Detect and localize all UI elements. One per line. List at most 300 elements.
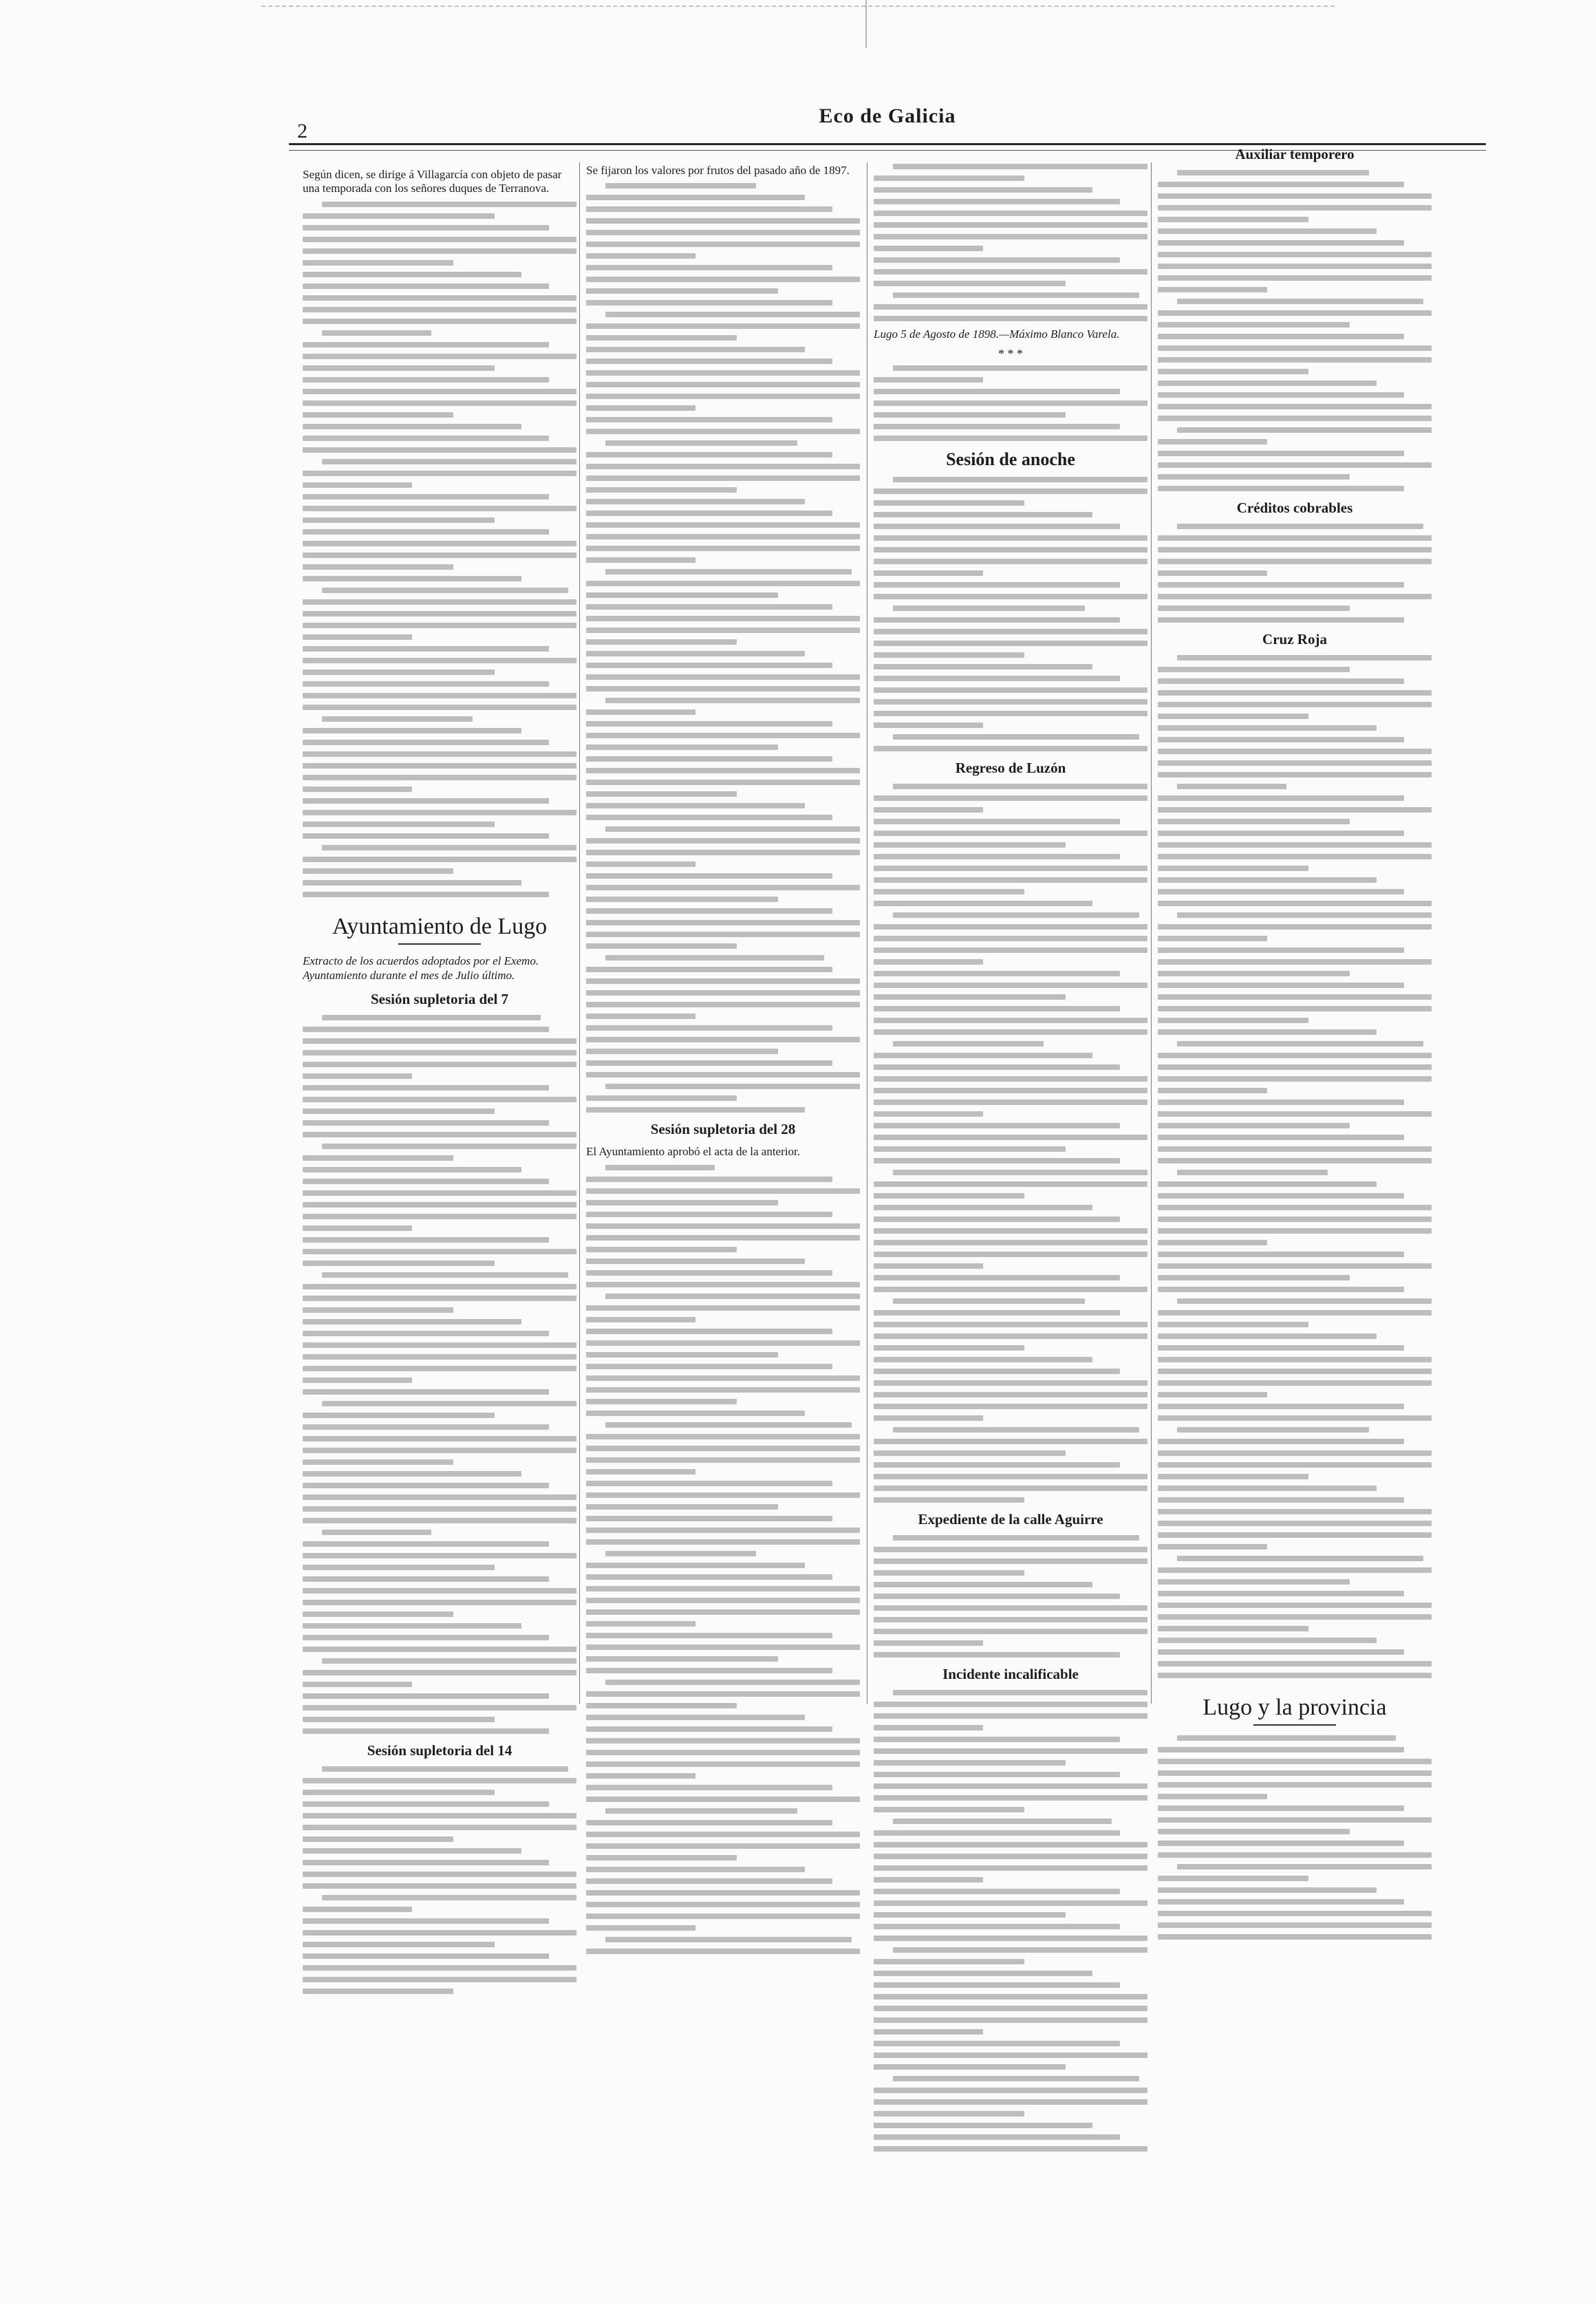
text-line — [874, 175, 1024, 181]
text-line — [303, 1120, 549, 1126]
text-line — [874, 424, 1120, 429]
text-line — [586, 616, 860, 621]
text-line — [303, 1366, 576, 1371]
text-line — [874, 830, 1147, 836]
text-line — [303, 1190, 576, 1196]
text-line — [1158, 1602, 1432, 1608]
heading-auxiliar-temporero: Auxiliar temporero — [1235, 146, 1355, 162]
text-line — [586, 1621, 695, 1627]
text-line — [586, 803, 805, 808]
text-line — [874, 1216, 1120, 1222]
heading-session-28: Sesión supletoria del 28 — [650, 1121, 796, 1138]
text-line — [874, 547, 1147, 553]
text-line — [586, 1715, 805, 1720]
text-line — [874, 1006, 1120, 1011]
text-line — [586, 1399, 737, 1404]
text-line — [874, 1345, 1024, 1351]
text-line — [586, 1481, 832, 1486]
text-line — [1158, 486, 1404, 491]
text-line — [303, 1038, 576, 1044]
text-line — [586, 546, 860, 551]
text-line — [874, 594, 1147, 599]
text-line — [874, 1380, 1147, 1386]
text-line — [874, 2111, 1024, 2116]
text-line — [1158, 1322, 1308, 1327]
text-line — [874, 2029, 983, 2035]
text-line — [303, 763, 576, 769]
text-line — [303, 494, 549, 500]
extract-note: Extracto de los acuerdos adoptados por el Exemo. Ayuntamiento durante el mes de Julio último. — [303, 954, 539, 982]
text-line — [1158, 760, 1432, 766]
text-line — [303, 1108, 495, 1114]
text-line — [874, 795, 1147, 801]
text-line — [303, 1813, 576, 1819]
text-line — [586, 1563, 805, 1568]
text-line — [303, 1778, 576, 1783]
newspaper-title: Eco de Galicia — [819, 105, 956, 127]
text-line — [874, 1333, 1147, 1339]
text-line — [1177, 170, 1369, 175]
text-line — [586, 475, 860, 481]
text-block — [1158, 655, 1432, 1678]
text-line — [893, 1535, 1139, 1541]
text-line — [586, 897, 778, 902]
text-line — [586, 1317, 695, 1322]
text-line — [303, 1307, 453, 1313]
text-line — [874, 1783, 1147, 1789]
text-line — [893, 1298, 1085, 1304]
text-line — [874, 1558, 1147, 1564]
text-line — [893, 1427, 1139, 1433]
text-block — [874, 1690, 1147, 2152]
text-line — [874, 1228, 1147, 1234]
text-line — [874, 2134, 1120, 2140]
text-block — [586, 183, 860, 1113]
text-block — [874, 784, 1147, 1503]
text-line — [303, 1611, 453, 1617]
text-line — [303, 319, 576, 324]
heading-creditos-cobrables: Créditos cobrables — [1236, 500, 1353, 516]
text-line — [303, 1705, 576, 1711]
text-line — [1158, 1287, 1404, 1292]
text-line — [586, 1469, 695, 1475]
text-line — [874, 489, 1147, 494]
text-line — [1158, 369, 1308, 374]
text-line — [1158, 1626, 1308, 1631]
text-line — [303, 482, 412, 488]
text-line — [303, 1073, 412, 1079]
text-line — [1177, 912, 1432, 918]
text-line — [303, 248, 576, 254]
text-line — [322, 1015, 541, 1020]
text-line — [874, 524, 1120, 529]
text-line — [874, 676, 1120, 681]
text-line — [303, 1918, 549, 1924]
text-line — [586, 920, 860, 925]
text-line — [1158, 416, 1432, 421]
text-line — [874, 1064, 1120, 1070]
text-line — [303, 260, 453, 266]
text-line — [1158, 1567, 1432, 1573]
text-line — [303, 740, 549, 745]
text-line — [893, 477, 1147, 482]
text-line — [586, 557, 695, 563]
text-line — [1158, 1805, 1404, 1811]
text-line — [874, 1971, 1092, 1976]
text-line — [1158, 1759, 1432, 1764]
text-line — [303, 365, 495, 371]
text-line — [1158, 842, 1432, 848]
text-line — [586, 230, 860, 235]
text-line — [874, 1772, 1120, 1777]
text-line — [874, 722, 983, 728]
text-line — [322, 1272, 568, 1278]
text-block — [303, 202, 576, 897]
text-line — [1158, 1638, 1377, 1643]
text-line — [1158, 1240, 1267, 1245]
text-line — [303, 506, 576, 511]
text-line — [303, 295, 576, 301]
text-line — [1158, 1404, 1404, 1409]
text-line — [586, 1352, 778, 1358]
text-line — [586, 323, 860, 329]
text-line — [303, 880, 521, 886]
heading-ayuntamiento-lugo: Ayuntamiento de Lugo — [332, 913, 548, 939]
text-line — [1158, 594, 1432, 599]
text-line — [303, 1097, 576, 1102]
text-line — [586, 1703, 737, 1708]
text-line — [874, 436, 1147, 441]
text-line — [303, 1319, 521, 1325]
text-line — [874, 971, 1120, 976]
text-line — [586, 300, 832, 305]
text-line — [303, 213, 495, 219]
text-line — [874, 1594, 1120, 1599]
text-line — [874, 2064, 1066, 2070]
text-line — [1158, 994, 1432, 1000]
text-line — [303, 1790, 495, 1795]
text-line — [586, 1832, 860, 1837]
text-line — [303, 377, 549, 383]
text-line — [605, 440, 797, 446]
text-line — [1158, 182, 1404, 187]
text-line — [303, 1027, 549, 1032]
text-line — [893, 784, 1147, 789]
text-line — [874, 316, 1147, 321]
text-line — [874, 877, 1147, 883]
text-line — [874, 1640, 983, 1646]
text-line — [303, 1261, 495, 1266]
text-line — [874, 582, 1120, 588]
text-block — [303, 1015, 576, 1734]
text-line — [1158, 310, 1432, 316]
text-line — [1158, 1497, 1404, 1503]
text-line — [303, 623, 576, 628]
text-line — [303, 225, 549, 231]
text-line — [586, 487, 737, 493]
text-line — [303, 529, 549, 535]
text-line — [874, 1582, 1092, 1587]
text-line — [874, 1713, 1147, 1719]
text-line — [586, 1446, 860, 1451]
text-line — [303, 541, 576, 546]
text-line — [1158, 439, 1267, 444]
text-line — [874, 1205, 1092, 1210]
text-line — [1158, 1486, 1377, 1491]
text-line — [586, 628, 860, 633]
heading-session-14: Sesión supletoria del 14 — [367, 1741, 513, 1759]
text-line — [874, 2006, 1147, 2011]
text-line — [874, 500, 1024, 506]
text-line — [586, 1691, 860, 1697]
text-line — [1158, 1146, 1432, 1152]
text-line — [303, 1670, 576, 1675]
text-line — [586, 358, 832, 364]
text-line — [874, 1404, 1147, 1409]
text-line — [874, 1629, 1147, 1634]
text-line — [303, 1225, 412, 1231]
text-line — [893, 605, 1085, 611]
text-line — [303, 1518, 576, 1523]
text-line — [1158, 1649, 1404, 1655]
text-line — [874, 211, 1147, 216]
text-line — [586, 791, 737, 797]
text-line — [1158, 1439, 1404, 1444]
session-opening: El Ayuntamiento aprobó el acta de la anterior. — [586, 1145, 800, 1159]
text-line — [586, 1025, 832, 1031]
text-line — [874, 1252, 1147, 1257]
text-line — [874, 187, 1092, 193]
text-line — [1158, 1345, 1404, 1351]
text-line — [605, 826, 860, 832]
text-line — [1158, 1934, 1432, 1940]
text-line — [1158, 702, 1432, 707]
text-line — [322, 1401, 576, 1406]
text-line — [874, 1123, 1120, 1128]
text-line — [303, 1471, 521, 1477]
text-line — [322, 1658, 576, 1664]
text-line — [874, 2099, 1147, 2105]
text-line — [874, 1181, 1147, 1187]
text-line — [303, 1342, 576, 1348]
text-line — [586, 1843, 860, 1849]
text-line — [303, 1728, 549, 1734]
text-line — [586, 1223, 860, 1229]
text-line — [303, 857, 576, 862]
text-line — [586, 1037, 860, 1042]
column-4 — [1158, 138, 1432, 1720]
text-line — [586, 1516, 832, 1521]
text-line — [1177, 1864, 1432, 1869]
text-line — [303, 1907, 412, 1912]
text-line — [1158, 451, 1404, 456]
text-line — [586, 1761, 860, 1767]
text-line — [874, 854, 1120, 859]
text-line — [586, 721, 832, 727]
text-line — [322, 1530, 431, 1535]
text-line — [586, 499, 805, 504]
text-line — [1158, 380, 1377, 386]
text-line — [303, 1600, 576, 1605]
text-line — [874, 1877, 983, 1883]
text-line — [586, 1890, 860, 1896]
text-line — [1158, 830, 1404, 836]
text-line — [586, 1200, 778, 1205]
text-line — [303, 272, 521, 277]
text-line — [874, 1760, 1066, 1766]
text-block — [874, 477, 1147, 751]
text-line — [303, 658, 576, 663]
text-line — [1158, 1911, 1432, 1916]
text-line — [605, 1551, 756, 1556]
text-line — [874, 234, 1147, 239]
text-line — [605, 1680, 860, 1685]
text-line — [1158, 1018, 1308, 1023]
text-line — [874, 400, 1147, 406]
text-line — [874, 1275, 1120, 1280]
text-line — [874, 1737, 1120, 1742]
text-line — [874, 819, 1120, 824]
text-line — [322, 330, 431, 336]
text-line — [874, 535, 1147, 541]
text-line — [1158, 1076, 1432, 1082]
text-line — [1158, 924, 1432, 930]
heading-incidente: Incidente incalificable — [942, 1666, 1079, 1683]
text-line — [586, 592, 778, 598]
text-line — [303, 1825, 576, 1830]
text-line — [1158, 1829, 1350, 1834]
text-line — [874, 257, 1120, 263]
text-line — [303, 1977, 576, 1982]
text-line — [586, 1329, 832, 1334]
text-block — [1158, 170, 1432, 491]
text-line — [874, 1497, 1024, 1503]
text-line — [1158, 1193, 1404, 1199]
text-line — [1158, 678, 1404, 684]
text-line — [1158, 1899, 1404, 1905]
text-line — [586, 265, 832, 270]
text-line — [1158, 866, 1308, 871]
text-line — [303, 1506, 576, 1512]
text-line — [874, 1900, 1147, 1906]
text-line — [1158, 1876, 1308, 1881]
text-line — [1158, 1111, 1432, 1117]
text-line — [874, 1807, 1024, 1812]
text-line — [586, 1411, 805, 1416]
text-line — [874, 1748, 1147, 1754]
text-line — [1158, 217, 1308, 222]
text-line — [586, 511, 832, 516]
text-line — [322, 459, 576, 464]
text-line — [303, 1389, 549, 1395]
text-line — [303, 342, 549, 347]
text-line — [874, 842, 1066, 848]
text-line — [303, 1872, 576, 1877]
text-line — [605, 1165, 715, 1170]
text-line — [586, 978, 860, 984]
text-line — [303, 1167, 521, 1172]
text-line — [322, 202, 576, 207]
scan-edge-mark — [261, 6, 1335, 8]
text-line — [586, 1925, 695, 1931]
text-block — [1158, 1735, 1432, 1940]
text-line — [1158, 1747, 1404, 1752]
text-line — [874, 199, 1120, 204]
text-block — [874, 365, 1147, 441]
text-line — [1177, 524, 1423, 529]
text-line — [586, 1492, 860, 1498]
text-line — [322, 845, 576, 850]
text-line — [586, 815, 832, 820]
text-line — [1158, 1614, 1432, 1620]
text-line — [893, 1041, 1044, 1047]
text-line — [1158, 667, 1350, 672]
text-line — [1158, 772, 1432, 778]
text-line — [1158, 1228, 1432, 1234]
text-line — [1158, 462, 1432, 468]
text-line — [586, 1913, 860, 1919]
text-line — [1158, 1841, 1404, 1846]
text-line — [1158, 1794, 1267, 1799]
text-line — [1158, 1310, 1432, 1316]
text-line — [1158, 807, 1432, 813]
text-line — [1158, 795, 1404, 801]
text-line — [1158, 582, 1404, 588]
text-line — [1158, 404, 1432, 409]
text-line — [874, 617, 1120, 623]
text-line — [586, 1668, 832, 1673]
text-line — [1158, 737, 1404, 742]
text-line — [586, 908, 832, 914]
text-line — [874, 2041, 1120, 2046]
text-line — [874, 1486, 1147, 1491]
text-line — [605, 698, 860, 703]
text-line — [586, 1364, 832, 1369]
text-line — [586, 1820, 832, 1825]
heading-lugo-provincia: Lugo y la provincia — [1203, 1695, 1387, 1720]
text-line — [1158, 1275, 1350, 1280]
text-line — [893, 365, 1147, 371]
text-line — [303, 751, 576, 757]
heading-rule — [1253, 1724, 1336, 1726]
text-line — [1158, 1579, 1350, 1585]
heading-regreso-luzon: Regreso de Luzón — [955, 760, 1066, 777]
text-line — [874, 983, 1147, 988]
text-line — [303, 1860, 549, 1865]
text-line — [303, 1883, 576, 1889]
text-line — [1177, 1298, 1432, 1304]
text-line — [874, 304, 1147, 310]
text-line — [586, 663, 832, 668]
text-line — [874, 1158, 1120, 1164]
text-line — [1158, 1006, 1432, 1011]
text-line — [1158, 275, 1432, 281]
text-line — [303, 1623, 521, 1629]
text-line — [893, 1170, 1147, 1175]
text-line — [605, 1084, 860, 1089]
text-line — [303, 471, 576, 476]
text-line — [1158, 749, 1432, 754]
text-line — [586, 522, 860, 528]
text-line — [586, 838, 860, 844]
text-line — [586, 1785, 832, 1790]
text-line — [605, 183, 756, 189]
text-line — [586, 1878, 832, 1884]
text-line — [586, 1049, 778, 1054]
text-line — [893, 912, 1139, 918]
text-line — [874, 1865, 1147, 1871]
text-line — [303, 389, 576, 394]
